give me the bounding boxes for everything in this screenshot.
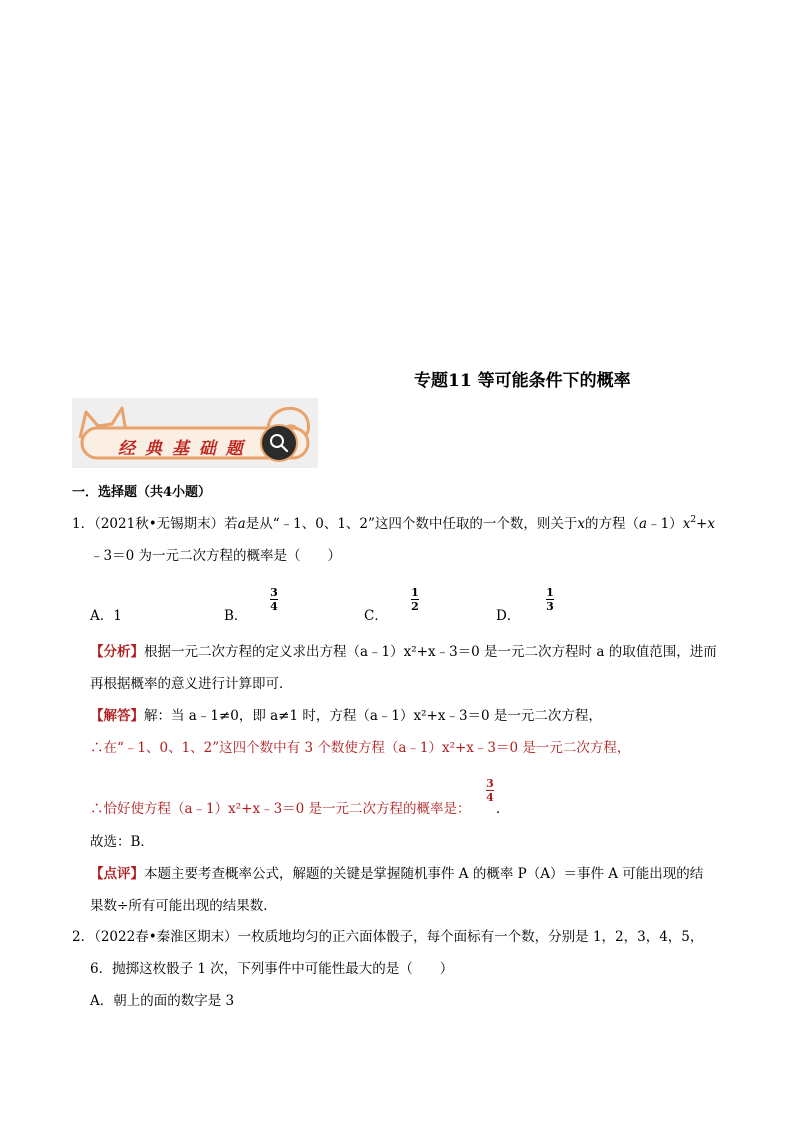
q1-text-a: 1．（2021秋•无锡期末）若 xyxy=(72,516,238,532)
fraction-3-4 xyxy=(270,587,278,612)
fraction-1-2 xyxy=(411,587,419,612)
frac-num: 3 xyxy=(486,777,494,790)
answer-fraction xyxy=(486,778,494,803)
q2-line-1: 2．（2022春•秦淮区期末）一枚质地均匀的正六面体骰子，每个面标有一个数，分别是 1，2，3，4，5， xyxy=(72,929,704,945)
answer-choice: 故选：B． xyxy=(90,834,154,850)
frac-num: 1 xyxy=(411,586,419,599)
comment-line-1 xyxy=(90,864,703,884)
banner-text: 经 典 基 础 题 xyxy=(118,439,245,459)
comment-text: 本题主要考查概率公式，解题的关键是掌握随机事件 A 的概率 P（A）＝事件 A 可能出现的结 xyxy=(144,866,704,882)
answer-text: 解：当 a﹣1≠0，即 a≠1 时，方程（a﹣1）x²+x﹣3＝0 是一元二次方程， xyxy=(144,708,602,724)
fraction-1-3 xyxy=(546,587,554,612)
page-title: 专题11 等可能条件下的概率 xyxy=(414,371,631,391)
q1-text-c: 的方程（ xyxy=(585,516,640,532)
comment-line-2: 果数÷所有可能出现的结果数． xyxy=(90,898,277,914)
analysis-line-2: 再根据概率的意义进行计算即可． xyxy=(90,676,293,692)
answer-line-2: ∴在“﹣1、0、1、2”这四个数中有 3 个数使方程（a﹣1）x²+x﹣3＝0 是一元二次方程， xyxy=(90,740,631,756)
search-icon xyxy=(267,431,291,455)
q1-text-b: 是从“﹣1、0、1、2”这四个数中任取的一个数，则关于 xyxy=(245,516,578,532)
analysis-text: 根据一元二次方程的定义求出方程（a﹣1）x²+x﹣3＝0 是一元二次方程时 a 的取值范围，进而 xyxy=(144,644,717,660)
q1-option-a: A．1 xyxy=(90,608,122,624)
var-x: x xyxy=(577,516,586,532)
q1-option-c: C． xyxy=(364,608,388,624)
answer-period: ． xyxy=(496,801,510,817)
comment-tag: 【点评】 xyxy=(90,866,144,882)
analysis-line-1 xyxy=(90,642,717,662)
q1-text-d: ﹣1） xyxy=(647,516,683,532)
q2-option-a: A．朝上的面的数字是 3 xyxy=(90,993,235,1009)
answer-tag: 【解答】 xyxy=(90,708,144,724)
section-heading: 一．选择题（共4小题） xyxy=(72,485,212,500)
var-a: a xyxy=(237,516,246,532)
frac-num: 1 xyxy=(546,586,554,599)
frac-den: 4 xyxy=(486,791,494,804)
var-a-2: a xyxy=(639,516,648,532)
q1-line-2: ﹣3＝0 为一元二次方程的概率是（ ） xyxy=(90,548,341,564)
var-x-2: x xyxy=(682,516,691,532)
q1-option-b: B． xyxy=(224,608,248,624)
frac-den: 3 xyxy=(546,600,554,613)
analysis-tag: 【分析】 xyxy=(90,644,144,660)
exponent: 2 xyxy=(690,515,697,525)
q1-line-1 xyxy=(72,514,715,534)
section-banner xyxy=(72,398,318,468)
frac-den: 2 xyxy=(411,600,419,613)
plus: + xyxy=(696,516,708,532)
frac-den: 4 xyxy=(270,600,278,613)
answer-line-3: ∴恰好使方程（a﹣1）x²+x﹣3＝0 是一元二次方程的概率是： xyxy=(90,801,471,817)
frac-num: 3 xyxy=(270,586,278,599)
var-x-3: x xyxy=(707,516,715,532)
q2-line-2: 6．抛掷这枚骰子 1 次，下列事件中可能性最大的是（ ） xyxy=(90,961,454,977)
answer-line-1 xyxy=(90,706,602,726)
q1-option-d: D． xyxy=(496,608,521,624)
